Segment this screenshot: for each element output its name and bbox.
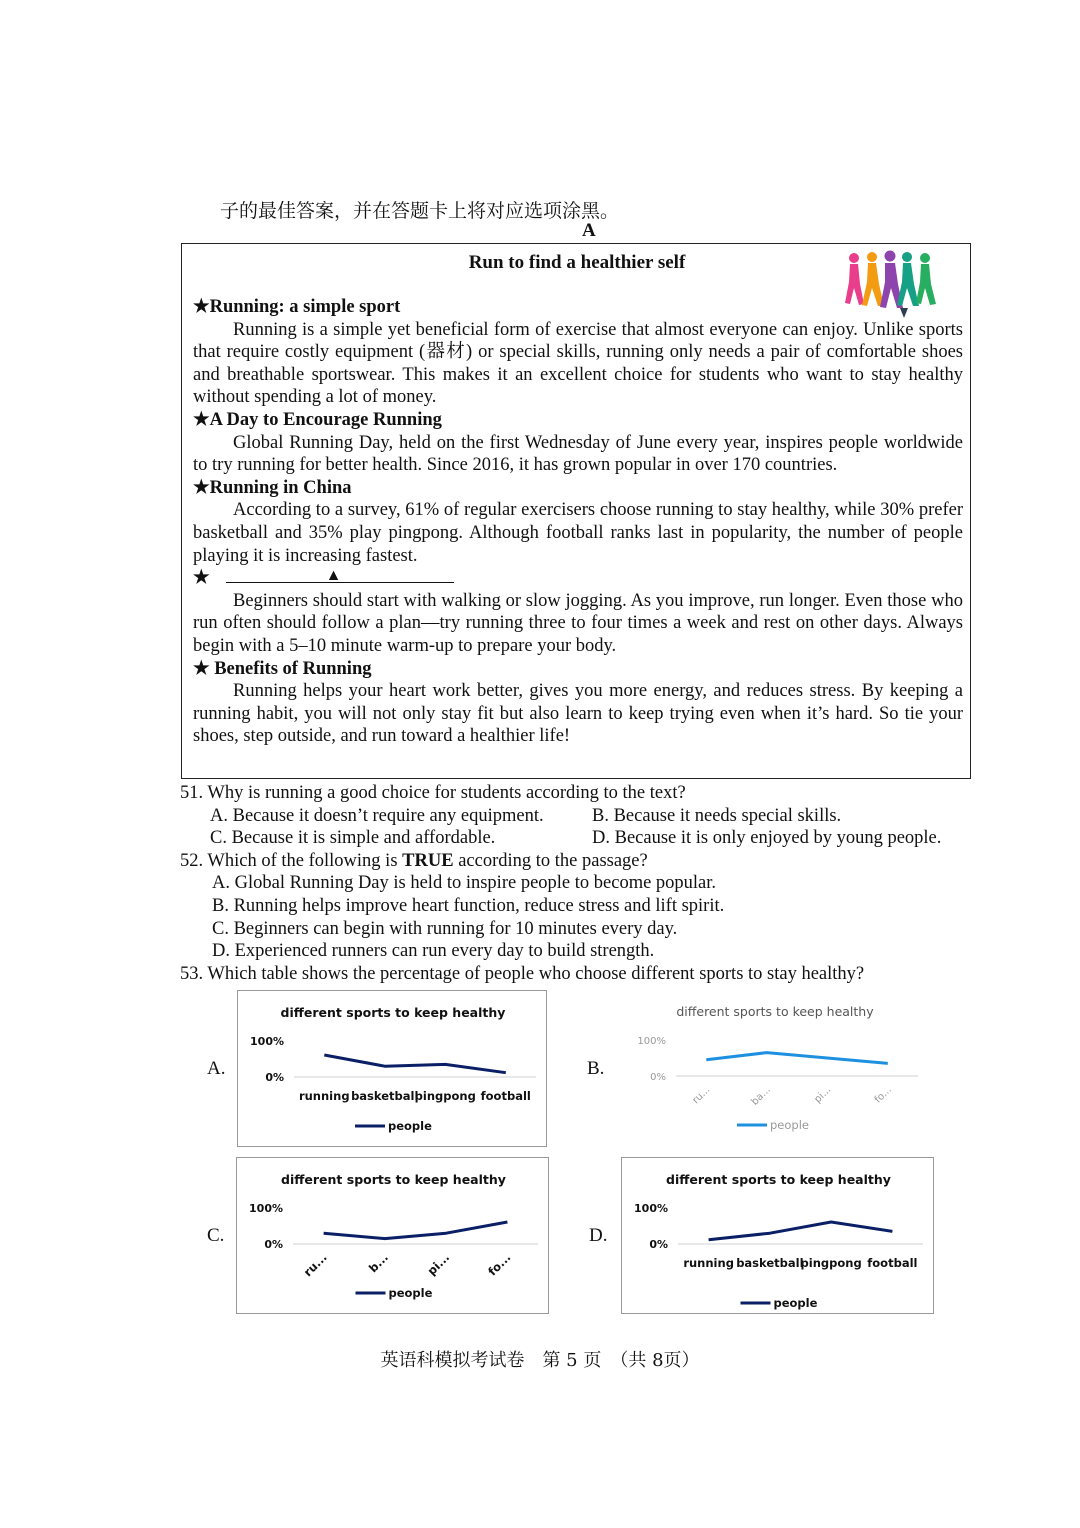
y-tick-label: 0% xyxy=(650,1072,666,1083)
section-heading: ★Running in China xyxy=(193,477,352,498)
option-51-a[interactable]: A. Because it doesn’t require any equipment. xyxy=(210,805,544,826)
chart-title: different sports to keep healthy xyxy=(676,1004,874,1019)
x-tick-label: ru... xyxy=(690,1084,713,1107)
section-heading: ★ Benefits of Running xyxy=(193,658,372,679)
page-footer: 英语科模拟考试卷 第 5 页 （共 8页） xyxy=(380,1350,700,1371)
passage-body xyxy=(193,296,963,748)
x-tick-label: fo... xyxy=(872,1084,894,1106)
series-line-people xyxy=(706,1053,888,1064)
x-tick-label: running xyxy=(683,1256,734,1270)
question-52-emphasis: TRUE xyxy=(402,850,454,871)
options-row xyxy=(180,827,980,850)
option-51-d[interactable]: D. Because it is only enjoyed by young people. xyxy=(592,828,942,849)
x-tick-label: basketball xyxy=(351,1089,419,1103)
x-tick-label: football xyxy=(480,1089,531,1103)
legend-label: people xyxy=(388,1119,432,1133)
x-tick-label: ru... xyxy=(300,1250,330,1280)
chart-option-letter[interactable]: A. xyxy=(207,1058,226,1079)
chart-title: different sports to keep healthy xyxy=(281,1172,506,1187)
x-tick-label: pi... xyxy=(424,1250,453,1278)
y-tick-label: 100% xyxy=(250,1035,284,1048)
passage-box xyxy=(181,243,971,779)
x-tick-label: pi... xyxy=(812,1084,834,1106)
x-tick-label: basketball xyxy=(736,1256,804,1270)
chart-title: different sports to keep healthy xyxy=(666,1172,891,1187)
question-52-stem-end: according to the passage? xyxy=(453,850,648,871)
section-text: According to a survey, 61% of regular exercisers choose running to stay healthy, while 30% prefer basketball and 35% play pingpong. Although football ranks last in popularity, the number of people playing it is increasing fastest. xyxy=(193,500,963,566)
passage-title: Run to find a healthier self xyxy=(468,252,686,273)
section-heading: ★Running: a simple sport xyxy=(193,297,401,317)
legend-label: people xyxy=(388,1286,433,1300)
option-52-c[interactable]: C. Beginners can begin with running for 10 minutes every day. xyxy=(212,918,678,939)
section-heading: ★A Day to Encourage Running xyxy=(193,409,442,430)
section-text: Running helps your heart work better, gives you more energy, and reduces stress. By keeping a running habit, you will not only stay fit but also learn to keep trying even when it’s hard. So tie your shoes, step outside, and run toward a healthier life! xyxy=(193,681,963,747)
series-line-people xyxy=(709,1222,893,1240)
x-tick-label: b... xyxy=(366,1250,391,1276)
y-tick-label: 0% xyxy=(265,1071,284,1084)
question-52 xyxy=(180,850,980,873)
y-tick-label: 100% xyxy=(637,1036,666,1047)
instruction-text: 子的最佳答案，并在答题卡上将对应选项涂黑。 xyxy=(220,200,620,222)
y-tick-label: 0% xyxy=(264,1238,283,1251)
series-line-people xyxy=(324,1055,506,1073)
y-tick-label: 100% xyxy=(249,1202,283,1215)
legend-label: people xyxy=(770,1118,809,1132)
options-row xyxy=(180,805,980,828)
chart-option-3[interactable] xyxy=(236,1157,549,1314)
question-53: 53. Which table shows the percentage of people who choose different sports to stay healthy? xyxy=(180,963,865,984)
series-line-people xyxy=(324,1222,508,1239)
section-heading: ★ xyxy=(193,568,210,589)
x-tick-label: pingpong xyxy=(414,1089,476,1103)
option-52-d[interactable]: D. Experienced runners can run every day to build strength. xyxy=(212,941,655,962)
chart-option-4[interactable] xyxy=(621,1157,934,1314)
option-51-c[interactable]: C. Because it is simple and affordable. xyxy=(210,828,496,849)
line-chart xyxy=(237,1158,550,1315)
chart-option-1[interactable] xyxy=(237,990,547,1147)
blank-marker: ▲ xyxy=(325,567,342,585)
chart-option-letter[interactable]: C. xyxy=(207,1225,225,1246)
option-52-a[interactable]: A. Global Running Day is held to inspire people to become popular. xyxy=(212,873,717,894)
section-letter: A xyxy=(582,220,596,241)
x-tick-label: fo... xyxy=(485,1250,514,1279)
option-51-b[interactable]: B. Because it needs special skills. xyxy=(592,805,842,826)
missing-heading-row xyxy=(193,567,963,590)
chart-option-letter[interactable]: D. xyxy=(589,1225,608,1246)
x-tick-label: running xyxy=(298,1089,350,1103)
section-text: Running is a simple yet beneficial form of exercise that almost everyone can enjoy. Unlike sports that require costly equipment (器材) or special skills, running only needs a pair of comfortable shoes and breathable sportswear. This makes it an excellent choice for students who want to stay healthy without spending a lot of money. xyxy=(193,319,963,408)
y-tick-label: 100% xyxy=(634,1202,668,1215)
y-tick-label: 0% xyxy=(649,1238,668,1251)
chart-option-letter[interactable]: B. xyxy=(587,1058,605,1079)
section-text: Beginners should start with walking or slow jogging. As you improve, run longer. Even those who run often should follow a plan—try running three to four times a week and rest on other days. Always begin with a 5–10 minute warm-up to prepare your body. xyxy=(193,590,963,656)
line-chart xyxy=(238,991,548,1148)
option-52-b[interactable]: B. Running helps improve heart function, reduce stress and lift spirit. xyxy=(212,895,725,916)
question-52-stem: 52. Which of the following is xyxy=(180,850,403,871)
chart-title: different sports to keep healthy xyxy=(280,1005,506,1020)
answer-blank xyxy=(226,568,454,583)
line-chart xyxy=(622,1158,935,1315)
chart-option-2[interactable] xyxy=(620,990,930,1147)
x-tick-label: football xyxy=(867,1256,918,1270)
line-chart xyxy=(620,990,930,1147)
legend-label: people xyxy=(773,1296,818,1310)
section-text: Global Running Day, held on the first Wednesday of June every year, inspires people worldwide to try running for better health. Since 2016, it has grown popular in over 170 countries. xyxy=(193,432,963,476)
question-51: 51. Why is running a good choice for students according to the text? xyxy=(180,783,686,803)
x-tick-label: pingpong xyxy=(800,1256,862,1270)
questions xyxy=(180,782,980,985)
x-tick-label: ba... xyxy=(749,1084,773,1108)
